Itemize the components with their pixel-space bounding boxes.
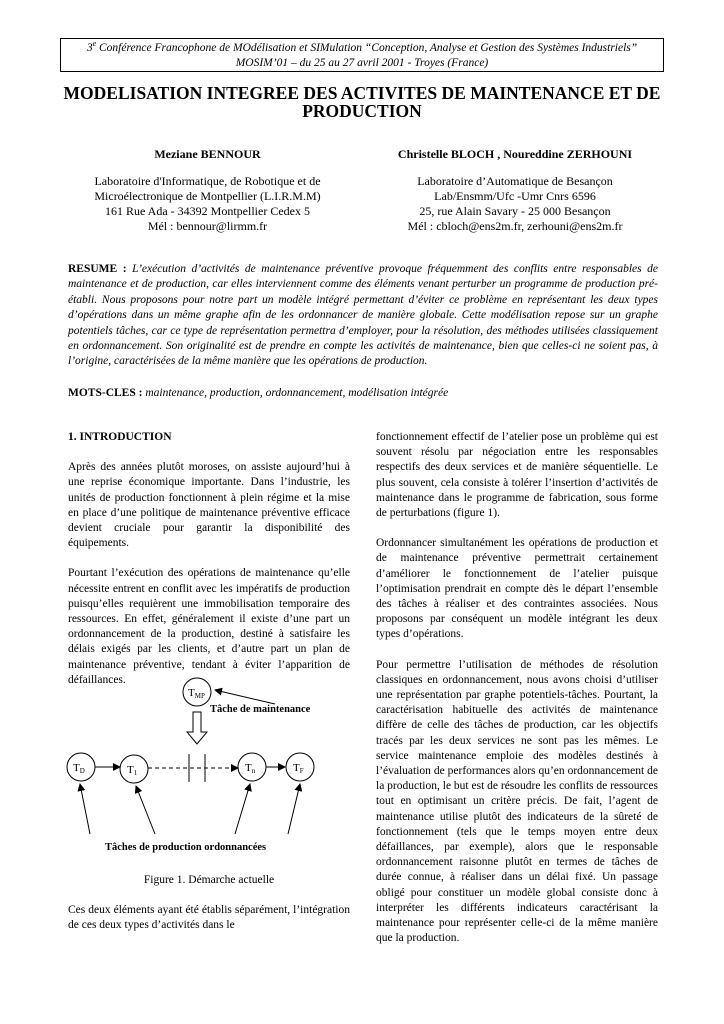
title-line-2: PRODUCTION: [302, 101, 422, 121]
affiliation-line: Microélectronique de Montpellier (L.I.R.M.M): [94, 189, 321, 203]
conference-line-1: [61, 41, 663, 56]
author-block-right: [365, 147, 665, 234]
paragraph: Pour permettre l’utilisation de méthodes de résolution classiques en ordonnancement, nous avons choisi d’utiliser une représentation par graphe potentiels-tâches. Pourtant, la caractérisation habituelle des activités de maintenance diffère de celle des tâches de production, car les objectifs tracés par les deux services ne sont pas les mêmes. Le service maintenance emploie des modèles destinés à l’évaluation de performances alors qu’en ordonnancement de la production, le but est de résoudre les conflits de ressources tout en optimisant un critère précis. De fait, l’agent de maintenance utilise plutôt des indicateurs de la sûreté de fonctionnement (tels que le temps moyen entre deux défaillances, par exemple), alors que le responsable ordonnancement raisonne plutôt en termes de tâches de durée connue, à réaliser dans un délai fixé. Un passage obligé pour constituer un modèle global consiste donc à interpréter les différents indicateurs caractérisant la maintenance pour représenter celle-ci de la même manière que la production.: [376, 658, 658, 945]
keywords-label: MOTS-CLES :: [68, 387, 143, 399]
conference-header: [60, 38, 664, 72]
section-heading: 1. INTRODUCTION: [68, 431, 172, 443]
conference-name: Conférence Francophone de MOdélisation et SIMulation “Conception, Analyse et Gestion des Systèmes Industriels”: [96, 42, 638, 54]
abstract: [68, 262, 658, 370]
production-pointer-arrow: [136, 786, 155, 834]
author-block-left: [65, 147, 350, 234]
node-td-label: TD: [73, 762, 85, 775]
figure-1-diagram: [60, 672, 360, 897]
node-tf-label: TF: [293, 762, 304, 775]
affiliation-line: Laboratoire d'Informatique, de Robotique et de: [94, 174, 321, 188]
keywords-text: maintenance, production, ordonnancement, modélisation intégrée: [145, 387, 449, 399]
keywords: [68, 386, 658, 401]
author-name: Meziane BENNOUR: [154, 147, 261, 161]
figure-caption: Figure 1. Démarche actuelle: [143, 874, 275, 886]
affiliation-line: Lab/Ensmm/Ufc -Umr Cnrs 6596: [434, 189, 596, 203]
email-line: Mél : bennour@lirmm.fr: [147, 219, 268, 233]
edition-suffix: e: [92, 39, 97, 49]
paragraph: Ordonnancer simultanément les opérations de production et de maintenance préventive permettrait certainement d’améliorer le fonctionnement de l’atelier puisque l’optimisation prendrait en compte dès le départ l’ensemble des tâches à réaliser et des contraintes associées. Nous proposons par conséquent un modèle intégrant les deux types d’opérations.: [376, 537, 658, 641]
node-tmp-label: TMP: [188, 687, 205, 700]
right-column: [376, 430, 658, 962]
affiliation-line: Laboratoire d’Automatique de Besançon: [417, 174, 613, 188]
title-line-1: MODELISATION INTEGREE DES ACTIVITES DE MAINTENANCE ET DE: [63, 83, 661, 103]
left-column: [68, 430, 350, 703]
paragraph: Pourtant l’exécution des opérations de maintenance qu’elle nécessite entrent en conflit avec les impératifs de production puisqu’elles requièrent une immobilisation temporaire des ressources. En effet, généralement il existe d’une part un ordonnancement de la production, destiné à satisfaire les délais exigés par les clients, et d’autre part un plan de maintenance préventive, tendant à éviter l’apparition de défaillances.: [68, 567, 350, 686]
node-tn-label: Tn: [245, 762, 256, 775]
abstract-label: RESUME :: [68, 263, 127, 275]
email-line: Mél : cbloch@ens2m.fr, zerhouni@ens2m.fr: [407, 219, 623, 233]
edition-number: 3: [86, 42, 93, 54]
production-pointer-arrow: [235, 784, 250, 834]
abstract-text: L’exécution d’activités de maintenance préventive provoque fréquemment des conflits entre responsables de maintenance et de production, car elles interviennent comme des éléments venant perturber un programme de production pré-établi. Nous proposons pour notre part un modèle intégré permettant d’éviter ce problème en représentant les deux types d’opérations dans un même graphe afin de les ordonnancer de manière globale. Cette modélisation repose sur un graphe potentiels tâches, car ce type de représentation permettra d’employer, pour la résolution, des méthodes utilisées classiquement en ordonnancement. Son originalité est de prendre en compte les activités de maintenance, bien que celles-ci ne soient pas, à l’origine, caractérisées de la même manière que les opérations de production.: [68, 263, 659, 368]
paragraph: Après des années plutôt moroses, on assiste aujourd’hui à une reprise économique importante. Dans l’industrie, les unités de production fonctionnent à plein régime et la mise en place d’une politique de maintenance préventive efficace devient cruciale pour garantir la disponibilité des équipements.: [68, 461, 350, 550]
paragraph: Ces deux éléments ayant été établis séparément, l’intégration de ces deux types d’activités dans le: [68, 904, 350, 932]
production-pointer-arrow: [288, 784, 300, 834]
insertion-arrow: [187, 712, 207, 744]
maintenance-pointer-arrow: [215, 690, 275, 704]
production-label: Tâches de production ordonnancées: [105, 842, 267, 853]
author-name: Christelle BLOCH , Noureddine ZERHOUNI: [397, 147, 633, 161]
paragraph: fonctionnement effectif de l’atelier pose un problème qui est souvent résolu par négociation entre les responsables respectifs des deux services et de manière séquentielle. Le plus souvent, cela consiste à tolérer l’insertion d’activités de maintenance dans le programme de fabrication, sous forme de perturbations (figure 1).: [376, 431, 658, 520]
conference-line-2: MOSIM’01 – du 25 au 27 avril 2001 - Troyes (France): [235, 57, 489, 69]
paper-title: [60, 84, 664, 120]
node-t1-label: T1: [127, 764, 138, 777]
address-line: 25, rue Alain Savary - 25 000 Besançon: [419, 204, 611, 218]
maintenance-label: Tâche de maintenance: [210, 704, 311, 715]
address-line: 161 Rue Ada - 34392 Montpellier Cedex 5: [105, 204, 310, 218]
production-pointer-arrow: [80, 784, 90, 834]
